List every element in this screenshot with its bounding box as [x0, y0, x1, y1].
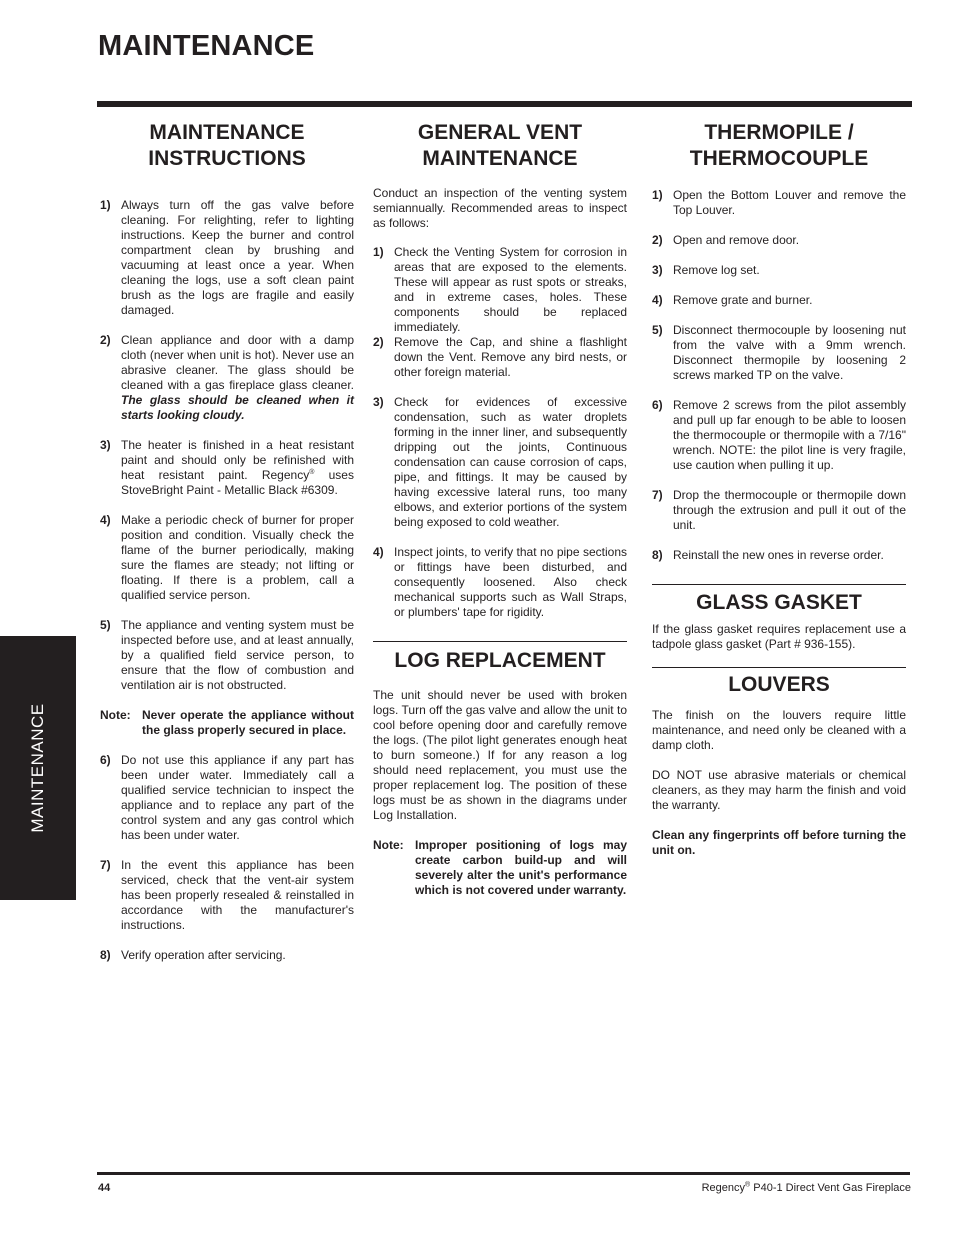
- glass-gasket-heading: GLASS GASKET: [696, 591, 862, 614]
- item-number: 7): [652, 488, 663, 502]
- registered-mark: ®: [309, 469, 315, 476]
- list-item: [100, 438, 354, 498]
- list-item: [652, 263, 906, 278]
- list-item: [652, 293, 906, 308]
- side-tab-label: MAINTENANCE: [28, 703, 47, 833]
- thermopile-heading: [652, 120, 906, 172]
- note-text: Improper positioning of logs may create carbon build-up and will severely alter the unit's performance which is not covered under warranty.: [415, 838, 627, 897]
- heading-line-2: THERMOCOUPLE: [689, 147, 869, 170]
- list-item: [100, 948, 354, 963]
- item-text: Always turn off the gas valve before cleaning. For relighting, refer to lighting instructions. Keep the burner and control compartment clean by brushing and vacuuming at least once a year. When cleaning the logs, use a soft clean paint brush as the logs are fragile and easily damaged.: [121, 198, 354, 317]
- general-vent-heading: [373, 120, 627, 172]
- general-vent-column: [373, 120, 627, 898]
- item-text: [121, 333, 354, 423]
- maintenance-instructions-heading: [100, 120, 354, 172]
- thermopile-column: [652, 120, 906, 858]
- footer-product: P40-1 Direct Vent Gas Fireplace: [750, 1182, 911, 1194]
- item-number: 4): [652, 293, 663, 307]
- item-number: 4): [373, 545, 384, 559]
- item-text-plain: Clean appliance and door with a damp cloth (never when unit is hot). Never use an abrasive cleaner. The glass should be cleaned with a gas fireplace glass cleaner.: [121, 333, 354, 392]
- item-text: Do not use this appliance if any part has been under water. Immediately call a qualified service technician to inspect the appliance and to replace any part of the control system and any gas control which has been under water.: [121, 753, 354, 842]
- item-number: 3): [373, 395, 384, 409]
- heading-line-1: MAINTENANCE: [149, 121, 305, 144]
- item-number: 2): [373, 335, 384, 349]
- note-text: Never operate the appliance without the glass properly secured in place.: [142, 708, 354, 737]
- item-number: 1): [373, 245, 384, 259]
- list-item: [100, 753, 354, 843]
- list-item: [373, 395, 627, 530]
- list-item: [100, 618, 354, 693]
- item-text: The appliance and venting system must be inspected before use, and at least annually, by a qualified field service person, to ensure that the flow of combustion and ventilation air is not obstructed.: [121, 618, 354, 692]
- list-item: [652, 188, 906, 218]
- louvers-heading: LOUVERS: [728, 673, 830, 696]
- list-item: [373, 545, 627, 620]
- list-item: [100, 198, 354, 318]
- list-item: [652, 488, 906, 533]
- bottom-rule: [97, 1172, 910, 1175]
- list-item: [652, 233, 906, 248]
- item-text: Check the Venting System for corrosion in areas that are exposed to the elements. These will appear as rust spots or streaks, and in extreme cases, holes. These components should be replaced immediately.: [394, 245, 627, 334]
- item-number: 8): [652, 548, 663, 562]
- list-item: [100, 513, 354, 603]
- item-number: 8): [100, 948, 111, 962]
- list-item: [373, 245, 627, 335]
- item-number: 3): [652, 263, 663, 277]
- item-text: Remove log set.: [673, 263, 760, 277]
- log-replacement-text: The unit should never be used with broken logs. Turn off the gas valve and allow the unit to cool before opening door and carefully remove the logs. (The pilot light generates enough heat to burn someone.) If for any reason a log should need replacement, you must use the proper replacement log. The position of these logs must be as shown in the diagrams under Log Installation.: [373, 688, 627, 822]
- item-number: 5): [652, 323, 663, 337]
- note-label: Note:: [100, 708, 131, 722]
- list-item: [652, 398, 906, 473]
- louvers-text-1: The finish on the louvers require little maintenance, and need only be cleaned with a damp cloth.: [652, 708, 906, 752]
- heading-line-1: GENERAL VENT: [417, 121, 583, 144]
- maintenance-instructions-column: [100, 120, 354, 963]
- item-text: [121, 438, 354, 498]
- item-text: Open the Bottom Louver and remove the Top Louver.: [673, 188, 906, 217]
- item-number: 4): [100, 513, 111, 527]
- page-number: 44: [98, 1182, 111, 1194]
- item-number: 6): [652, 398, 663, 412]
- item-text: Open and remove door.: [673, 233, 800, 247]
- item-text: Inspect joints, to verify that no pipe sections or fittings have been disturbed, and consequently loosened. Also check mechanical supports such as Wall Straps, or plumbers' tape for rigidity.: [394, 545, 627, 619]
- vent-intro: Conduct an inspection of the venting system semiannually. Recommended areas to inspect as follows:: [373, 186, 627, 230]
- note: [100, 708, 354, 738]
- item-text: Verify operation after servicing.: [121, 948, 286, 962]
- item-text-emphasis: The glass should be cleaned when it starts looking cloudy.: [121, 393, 354, 422]
- item-text: Check for evidences of excessive condensation, such as water droplets forming in the inner liner, and subsequently dripping out the joints, Continuous condensation can cause corrosion of caps, pipe, and fittings. It may be caused by having excessive lateral runs, too many elbows, and exterior portions of the system being exposed to cold weather.: [394, 395, 627, 529]
- page-title: MAINTENANCE: [98, 30, 315, 62]
- item-number: 2): [652, 233, 663, 247]
- registered-mark: ®: [745, 1181, 751, 1189]
- item-text-b: uses StoveBright Paint - Metallic Black #6309.: [121, 468, 354, 497]
- item-text: In the event this appliance has been serviced, check that the vent-air system has been properly resealed & reinstalled in accordance with the manufacturer's instructions.: [121, 858, 354, 932]
- heading-line-2: MAINTENANCE: [422, 147, 578, 170]
- item-text-a: The heater is finished in a heat resistant paint and should only be refinished with heat resistant paint. Regency: [121, 438, 354, 482]
- item-text: Remove 2 screws from the pilot assembly and pull up far enough to be able to loosen the thermocouple or thermopile with a 7/16" wrench. NOTE: the pilot line is very fragile, use caution when pulling it up.: [673, 398, 906, 472]
- item-text: Disconnect thermocouple by loosening nut from the valve with a 9mm wrench. Disconnect thermopile by loosening 2 screws marked TP on the valve.: [673, 323, 906, 382]
- item-number: 5): [100, 618, 111, 632]
- item-number: 1): [100, 198, 111, 212]
- item-number: 3): [100, 438, 111, 452]
- list-item: [373, 335, 627, 380]
- heading-line-1: THERMOPILE /: [704, 121, 854, 144]
- list-item: [652, 323, 906, 383]
- list-item: [100, 333, 354, 423]
- glass-gasket-text: If the glass gasket requires replacement use a tadpole glass gasket (Part # 936-155).: [652, 622, 906, 651]
- note-label: Note:: [373, 838, 404, 852]
- louvers-text-3: Clean any fingerprints off before turning the unit on.: [652, 828, 906, 857]
- list-item: [652, 548, 906, 563]
- footer-title: [702, 1182, 911, 1194]
- list-item: [100, 858, 354, 933]
- item-number: 6): [100, 753, 111, 767]
- footer-brand: Regency: [701, 1182, 746, 1194]
- side-tab: [0, 636, 76, 900]
- note: [373, 838, 627, 898]
- log-replacement-heading: LOG REPLACEMENT: [394, 649, 606, 672]
- item-number: 2): [100, 333, 111, 347]
- item-number: 1): [652, 188, 663, 202]
- item-text: Remove the Cap, and shine a flashlight down the Vent. Remove any bird nests, or other foreign material.: [394, 335, 627, 379]
- item-text: Remove grate and burner.: [673, 293, 813, 307]
- item-text: Make a periodic check of burner for proper position and condition. Visually check the flame of the burner periodically, making sure the flames are steady; not lifting or floating. If there is a problem, call a qualified service person.: [121, 513, 354, 602]
- item-text: Reinstall the new ones in reverse order.: [673, 548, 884, 562]
- heading-line-2: INSTRUCTIONS: [148, 147, 306, 170]
- top-rule: [97, 101, 912, 107]
- louvers-text-2: DO NOT use abrasive materials or chemical cleaners, as they may harm the finish and void the warranty.: [652, 768, 906, 812]
- item-text: Drop the thermocouple or thermopile down through the extrusion and pull it out of the unit.: [673, 488, 906, 532]
- item-number: 7): [100, 858, 111, 872]
